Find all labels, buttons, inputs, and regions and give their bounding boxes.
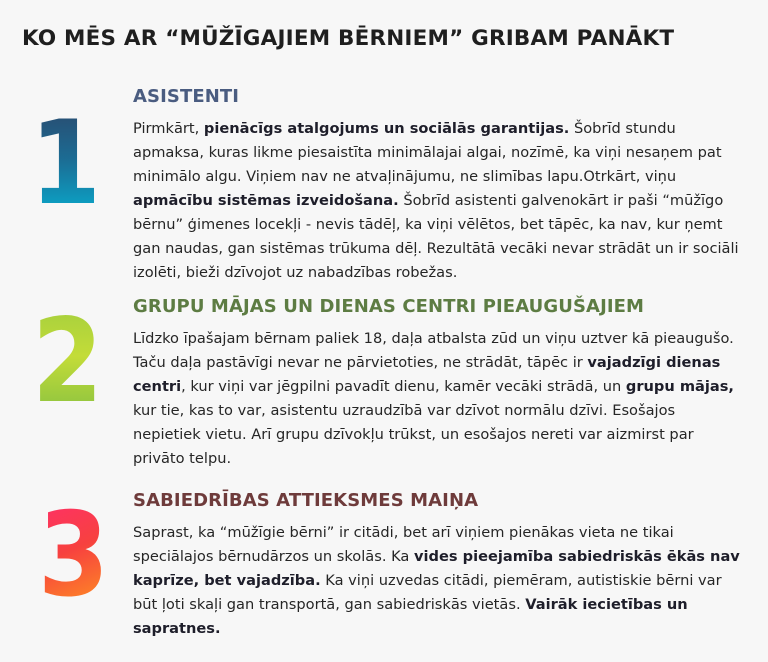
section-heading-3: SABIEDRĪBAS ATTIEKSMES MAIŅA [133,490,479,511]
section-number-3: 3 [38,488,110,623]
section-body-3 [133,521,745,641]
section-heading-1: ASISTENTI [133,86,240,107]
body-text-run: Šobrīd asistenti galvenokārt ir paši “mūžīgo bērnu” ģimenes locekļi - nevis tādēļ, ka viņi vēlētos, bet tāpēc, ka nav, kur ņemt gan naudas, gan sistēmas trūkuma dēļ. Rezultātā vecāki nevar strādāt un ir sociāli izolēti, bieži dzīvojot uz nabadzības robežas. [133,192,739,281]
body-text-run: Šobrīd stundu apmaksa, kuras likme piesaistīta minimālajai algai, nozīmē, ka viņi nesaņem pat minimālo algu. Viņiem nav ne atvaļinājumu, ne slimības lapu.Otrkārt, viņu [133,120,722,185]
section-body-1 [133,117,745,285]
emphasis-text: grupu mājas, [625,378,734,395]
body-text-run: Pirmkārt, [133,120,204,137]
section-number-2: 2 [32,294,104,429]
section-heading-2: GRUPU MĀJAS UN DIENAS CENTRI PIEAUGUŠAJIEM [133,296,645,317]
body-text-run: Saprast, ka “mūžīgie bērni” ir citādi, bet arī viņiem pienākas vieta ne tikai speciālajos bērnudārzos un skolās. Ka [133,524,674,565]
body-text-run: kur tie, kas to var, asistentu uzraudzībā var dzīvot normālu dzīvi. Esošajos nepietiek vietu. Arī grupu dzīvokļu trūkst, un esošajos nereti var aizmirst par privāto telpu. [133,402,694,467]
emphasis-text: pienācīgs atalgojums un sociālās garantijas. [203,120,570,137]
emphasis-text: Vairāk iecietības un sapratnes. [133,596,688,637]
emphasis-text: apmācību sistēmas izveidošana. [133,192,399,209]
section-body-2 [133,327,745,471]
body-text-run: , kur viņi var jēgpilni pavadīt dienu, kamēr vecāki strādā, un [181,378,626,395]
page-title: KO MĒS AR “MŪŽĪGAJIEM BĒRNIEM” GRIBAM PANĀKT [22,26,675,51]
body-text-run: Līdzko īpašajam bērnam paliek 18, daļa atbalsta zūd un viņu uztver kā pieaugušo. Taču daļa pastāvīgi nevar ne pārvietoties, ne strādāt, tāpēc ir [133,330,734,371]
body-text-run: Ka viņi uzvedas citādi, piemēram, autistiskie bērni var būt ļoti skaļi gan transportā, gan sabiedriskās vietās. [133,572,722,613]
emphasis-text: vides pieejamība sabiedriskās ēkās nav kaprīze, bet vajadzība. [133,548,740,589]
emphasis-text: vajadzīgi dienas centri [133,354,721,395]
section-number-1: 1 [30,96,102,231]
